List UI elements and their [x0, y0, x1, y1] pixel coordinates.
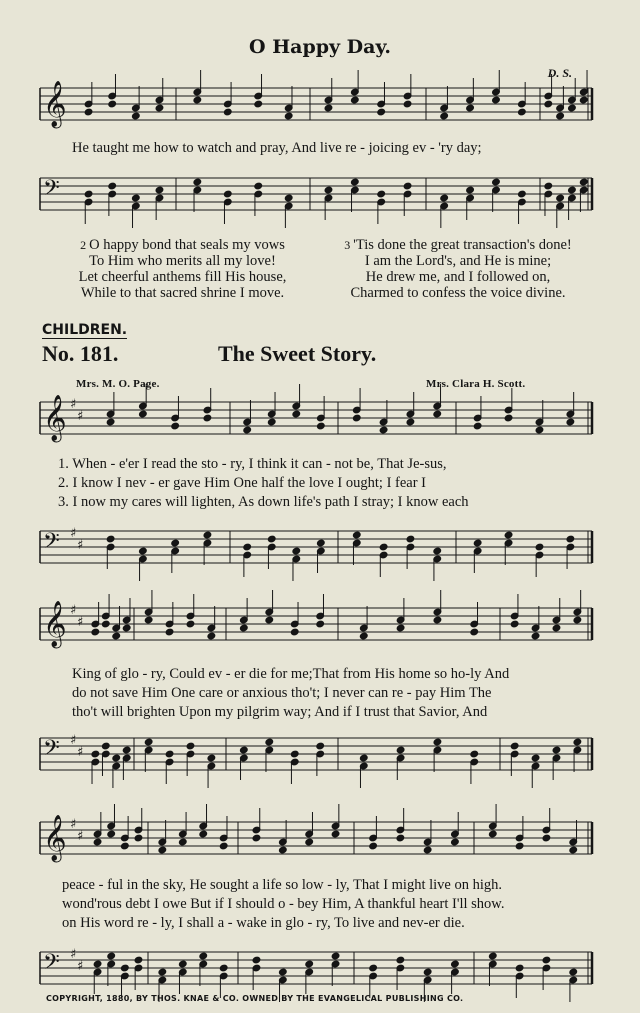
note-head [556, 194, 565, 202]
note-head [165, 628, 174, 636]
treble-clef-icon: 𝄞 [43, 601, 67, 647]
note-head [324, 104, 333, 112]
verse-line: To Him who merits all my love! [89, 253, 276, 269]
note-head [518, 108, 527, 116]
note-head [350, 96, 359, 104]
lyric-line: on His word re - ly, I shall a - wake in glo - ry, To live and nev-er die. [62, 915, 465, 931]
note-head [379, 426, 388, 434]
note-head [254, 100, 263, 108]
note-head [265, 616, 274, 624]
note-head [284, 194, 293, 202]
note-head [377, 190, 386, 198]
note-head [171, 539, 180, 547]
note-head [207, 754, 216, 762]
note-head [568, 104, 577, 112]
note-head [369, 964, 378, 972]
note-head [504, 414, 513, 422]
note-head [101, 620, 110, 628]
note-head [566, 535, 575, 543]
note-head [433, 738, 442, 746]
note-head [573, 738, 582, 746]
note-head [396, 834, 405, 842]
sharp-icon: ♯ [77, 538, 84, 553]
note-head [440, 194, 449, 202]
note-head [579, 178, 588, 186]
sharp-icon: ♯ [70, 397, 77, 412]
note-head [569, 968, 578, 976]
note-head [531, 632, 540, 640]
note-head [535, 543, 544, 551]
note-head [239, 624, 248, 632]
note-head [267, 418, 276, 426]
lyric-line: wond'rous debt I owe But if I should o - bey Him, A thankful heart I'll show. [62, 896, 505, 912]
note-head [108, 182, 117, 190]
lyric-line: 2. I know I nev - er gave Him One half the love I ought; I fear I [58, 475, 427, 491]
treble-clef-icon: 𝄞 [43, 395, 67, 441]
note-head [423, 846, 432, 854]
note-head [223, 108, 232, 116]
note-head [552, 746, 561, 754]
verse-line: While to that sacred shrine I move. [80, 285, 285, 301]
note-head [158, 968, 167, 976]
note-head [331, 830, 340, 838]
note-head [178, 960, 187, 968]
bass-clef-icon: 𝄢 [43, 529, 60, 559]
note-head [134, 956, 143, 964]
note-head [91, 628, 100, 636]
note-head [433, 616, 442, 624]
note-head [186, 620, 195, 628]
note-head [316, 539, 325, 547]
verse-line: Charmed to confess the voice divine. [350, 285, 566, 301]
verse-line: He drew me, and I followed on, [365, 269, 551, 285]
note-head [488, 830, 497, 838]
note-head [316, 742, 325, 750]
note-head [84, 108, 93, 116]
note-head [466, 186, 475, 194]
note-head [144, 738, 153, 746]
note-head [186, 742, 195, 750]
note-head [423, 968, 432, 976]
note-head [396, 956, 405, 964]
note-head [433, 410, 442, 418]
lyric-line: do not save Him One care or anxious tho't; I never can re - pay Him The [72, 685, 492, 701]
note-head [352, 414, 361, 422]
note-head [144, 616, 153, 624]
hymn-title: The Sweet Story. [218, 341, 377, 366]
note-head [305, 960, 314, 968]
note-head [252, 956, 261, 964]
note-head [93, 960, 102, 968]
note-head [451, 838, 460, 846]
note-head [433, 547, 442, 555]
copyright-notice: COPYRIGHT, 1880, BY THOS. KNAE & CO. OWNED BY THE EVANGELICAL PUBLISHING CO. [46, 994, 464, 1003]
note-head [473, 422, 482, 430]
note-head [239, 746, 248, 754]
note-head [107, 830, 116, 838]
note-head [552, 624, 561, 632]
note-head [466, 104, 475, 112]
note-head [91, 750, 100, 758]
sharp-icon: ♯ [70, 817, 77, 832]
note-head [155, 186, 164, 194]
treble-clef-icon: 𝄞 [43, 81, 67, 127]
note-head [440, 112, 449, 120]
sharp-icon: ♯ [77, 829, 84, 844]
note-head [535, 426, 544, 434]
note-head [542, 834, 551, 842]
note-head [290, 628, 299, 636]
note-head [556, 112, 565, 120]
note-head [568, 186, 577, 194]
note-head [131, 112, 140, 120]
note-head [470, 750, 479, 758]
note-head [267, 535, 276, 543]
note-head [544, 100, 553, 108]
note-head [108, 100, 117, 108]
note-head [254, 182, 263, 190]
note-head [106, 535, 115, 543]
bass-clef-icon: 𝄢 [43, 950, 60, 980]
note-head [131, 194, 140, 202]
note-head [101, 742, 110, 750]
note-head [305, 838, 314, 846]
hymn-title: O Happy Day. [249, 36, 391, 58]
note-head [84, 190, 93, 198]
note-head [352, 531, 361, 539]
note-head [473, 539, 482, 547]
category-label: CHILDREN. [42, 322, 128, 338]
dal-segno-marking: D. S. [547, 66, 572, 80]
note-head [316, 620, 325, 628]
note-head [243, 426, 252, 434]
note-head [359, 754, 368, 762]
note-head [134, 834, 143, 842]
note-head [350, 178, 359, 186]
note-head [158, 846, 167, 854]
note-head [120, 964, 129, 972]
note-head [219, 964, 228, 972]
note-head [284, 112, 293, 120]
note-head [573, 616, 582, 624]
note-head [203, 414, 212, 422]
note-head [122, 746, 131, 754]
sharp-icon: ♯ [77, 615, 84, 630]
note-head [223, 190, 232, 198]
note-head [316, 422, 325, 430]
note-head [406, 535, 415, 543]
composer-credit: Mrs. Clara H. Scott. [426, 378, 526, 390]
lyric-line: 1. When - e'er I read the sto - ry, I think it can - not be, That Je-sus, [58, 456, 447, 472]
note-head [544, 182, 553, 190]
note-head [171, 422, 180, 430]
note-head [178, 838, 187, 846]
note-head [518, 190, 527, 198]
note-head [199, 952, 208, 960]
note-head [515, 842, 524, 850]
note-head [488, 952, 497, 960]
note-head [406, 418, 415, 426]
note-head [106, 418, 115, 426]
note-head [451, 960, 460, 968]
note-head [470, 628, 479, 636]
note-head [120, 842, 129, 850]
note-head [243, 543, 252, 551]
note-head [155, 104, 164, 112]
note-head [203, 531, 212, 539]
note-head [396, 624, 405, 632]
note-head [139, 410, 148, 418]
lyric-line: peace - ful in the sky, He sought a life so low - ly, That I might live on high. [62, 877, 503, 893]
note-head [510, 742, 519, 750]
sharp-icon: ♯ [77, 745, 84, 760]
note-head [165, 750, 174, 758]
note-head [396, 746, 405, 754]
note-head [492, 96, 501, 104]
sharp-icon: ♯ [70, 526, 77, 541]
note-head [492, 178, 501, 186]
sharp-icon: ♯ [77, 409, 84, 424]
note-head [377, 108, 386, 116]
verse-line: I am the Lord's, and He is mine; [364, 253, 552, 269]
note-head [112, 754, 121, 762]
verse-line: 'Tis done the great transaction's done! [353, 237, 572, 253]
note-head [331, 952, 340, 960]
note-head [199, 830, 208, 838]
note-head [292, 410, 301, 418]
verse-number: 2 [80, 238, 87, 252]
sharp-icon: ♯ [77, 959, 84, 974]
note-head [379, 543, 388, 551]
note-head [569, 846, 578, 854]
note-head [93, 838, 102, 846]
note-head [542, 956, 551, 964]
note-head [252, 834, 261, 842]
note-head [122, 624, 131, 632]
note-head [112, 632, 121, 640]
note-head [193, 178, 202, 186]
note-head [403, 182, 412, 190]
bass-clef-icon: 𝄢 [43, 736, 60, 766]
sharp-icon: ♯ [70, 733, 77, 748]
note-head [359, 632, 368, 640]
hymn-number: No. 181. [42, 341, 119, 366]
verse-line: Let cheerful anthems fill His house, [78, 269, 287, 285]
sharp-icon: ♯ [70, 947, 77, 962]
treble-clef-icon: 𝄞 [43, 815, 67, 861]
note-head [324, 186, 333, 194]
note-head [504, 531, 513, 539]
note-head [292, 547, 301, 555]
note-head [278, 846, 287, 854]
note-head [510, 620, 519, 628]
note-head [531, 754, 540, 762]
note-head [107, 952, 116, 960]
note-head [566, 418, 575, 426]
note-head [515, 964, 524, 972]
note-head [290, 750, 299, 758]
note-head [579, 96, 588, 104]
note-head [403, 100, 412, 108]
verse-line: O happy bond that seals my vows [89, 237, 285, 253]
refrain-lyric-line: He taught me how to watch and pray, And live re - joicing ev - 'ry day; [72, 140, 482, 156]
note-head [265, 738, 274, 746]
bass-clef-icon: 𝄢 [43, 176, 60, 206]
lyric-line: King of glo - ry, Could ev - er die for me;That from His home so ho-ly And [72, 666, 510, 682]
note-head [278, 968, 287, 976]
lyricist-credit: Mrs. M. O. Page. [76, 378, 160, 390]
verse-number: 3 [344, 238, 351, 252]
note-head [207, 632, 216, 640]
lyric-line: tho't will brighten Upon my pilgrim way; And if I trust that Savior, And [72, 704, 488, 720]
lyric-line: 3. I now my cares will lighten, As down life's path I stray; I know each [58, 494, 469, 510]
note-head [139, 547, 148, 555]
note-head [219, 842, 228, 850]
note-head [193, 96, 202, 104]
sharp-icon: ♯ [70, 603, 77, 618]
note-head [369, 842, 378, 850]
